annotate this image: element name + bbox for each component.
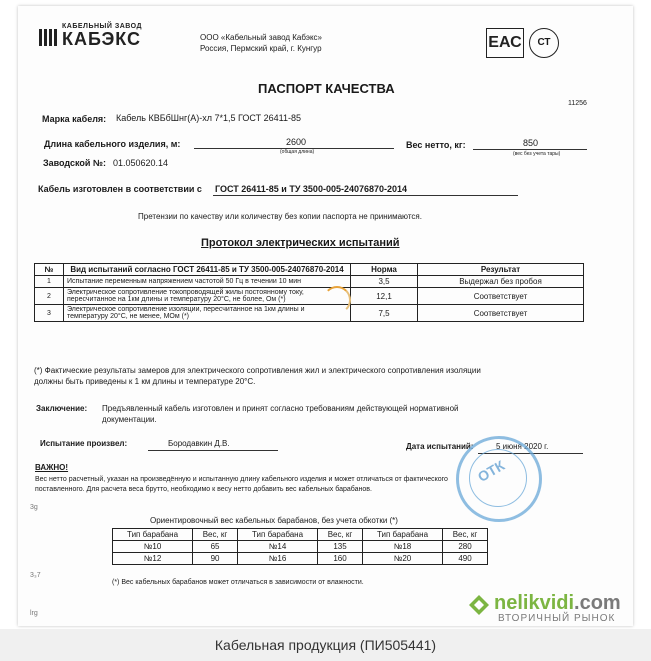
table-row — [35, 288, 584, 305]
row-number: 2 — [35, 288, 64, 305]
standard-value: ГОСТ 26411-85 и ТУ 3500-005-24076870-2014 — [215, 184, 408, 194]
protocol-header-result: Результат — [418, 264, 584, 276]
conclusion-line-1: Предъявленный кабель изготовлен и принят согласно требованиям действующей нормативной — [102, 404, 459, 413]
watermark-domain: .com — [574, 592, 621, 614]
row-test: Электрическое сопротивление изоляции, пересчитанное на 1км длины и температуру 20°С, не менее, МОм (*) — [64, 305, 351, 322]
drums-table — [112, 528, 488, 565]
drum-type: №16 — [237, 553, 317, 565]
row-norm: 7,5 — [351, 305, 418, 322]
otk-stamp — [456, 436, 542, 522]
logo-wordmark: КАБЭКС — [62, 29, 142, 49]
nelikvidi-watermark — [472, 592, 621, 624]
eac-mark: ЕАС — [486, 28, 524, 58]
watermark-sub: ВТОРИЧНЫЙ РЫНОК — [498, 613, 616, 624]
image-caption: Кабельная продукция (ПИ505441) — [0, 629, 651, 661]
protocol-title: Протокол электрических испытаний — [201, 237, 400, 249]
tester-label: Испытание произвел: — [40, 439, 128, 448]
drum-weight: 90 — [193, 553, 238, 565]
table-row — [35, 305, 584, 322]
standard-label: Кабель изготовлен в соответствии с — [38, 184, 202, 194]
drums-header: Тип барабана — [113, 529, 193, 541]
row-result: Выдержал без пробоя — [418, 276, 584, 288]
protocol-footnote-2: должны быть приведены к 1 км длины и температуре 20°С. — [34, 377, 256, 386]
drum-type: №18 — [362, 541, 442, 553]
drum-weight: 160 — [318, 553, 363, 565]
row-test: Испытание переменным напряжением частотой 50 Гц в течении 10 мин — [64, 276, 351, 288]
document-number: 11256 — [568, 100, 587, 107]
tester-name: Бородавкин Д.В. — [168, 439, 230, 448]
drum-weight: 490 — [443, 553, 488, 565]
row-result: Соответствует — [418, 305, 584, 322]
weight-label: Вес нетто, кг: — [406, 140, 466, 150]
serial-value: 01.050620.14 — [113, 158, 169, 168]
gost-mark-icon: СТ — [529, 28, 559, 58]
quality-passport-document — [18, 6, 633, 626]
drum-weight: 280 — [443, 541, 488, 553]
weight-value: 850 — [523, 138, 539, 148]
row-norm: 3,5 — [351, 276, 418, 288]
drums-header: Тип барабана — [362, 529, 442, 541]
row-number: 1 — [35, 276, 64, 288]
protocol-footnote-1: (*) Фактические результаты замеров для электрического сопротивления жил и электрического сопротивления изоляции — [34, 366, 481, 375]
serial-label: Заводской №: — [43, 158, 106, 168]
length-label: Длина кабельного изделия, м: — [44, 139, 181, 149]
company-name: ООО «Кабельный завод Кабэкс» — [200, 33, 322, 42]
brand-value: Кабель КВБбШнг(А)-хл 7*1,5 ГОСТ 26411-85 — [116, 113, 301, 123]
loading-spinner-icon — [323, 286, 351, 314]
protocol-header-norm: Норма — [351, 264, 418, 276]
important-line-1: Вес нетто расчетный, указан на произведённую и испытанную длину кабельного изделия и может отличаться от фактического — [35, 476, 448, 483]
protocol-table — [34, 263, 584, 322]
drum-weight: 135 — [318, 541, 363, 553]
important-label: ВАЖНО! — [35, 463, 69, 472]
drums-header: Вес, кг — [443, 529, 488, 541]
company-address: Россия, Пермский край, г. Кунгур — [200, 44, 322, 53]
table-row — [35, 276, 584, 288]
row-result: Соответствует — [418, 288, 584, 305]
drum-type: №20 — [362, 553, 442, 565]
drums-header: Вес, кг — [193, 529, 238, 541]
stamp-text: ОТК — [474, 457, 508, 485]
important-line-2: поставленного. Для расчета веса брутто, необходимо к весу нетто добавить вес кабельных барабанов. — [35, 486, 372, 493]
margin-mark: 3g — [30, 504, 38, 511]
logo-subtitle: КАБЕЛЬНЫЙ ЗАВОД — [62, 23, 143, 30]
drum-type: №10 — [113, 541, 193, 553]
protocol-header-number: № — [35, 264, 64, 276]
length-value: 2600 — [286, 137, 307, 147]
test-date-value: 5 июня 2020 г. — [496, 442, 549, 451]
drums-header: Тип барабана — [237, 529, 317, 541]
row-test: Электрическое сопротивление токопроводящей жилы постоянному току, пересчитанное на 1км длины и температуру 20°С, не более, Ом (*) — [64, 288, 351, 305]
length-note: (общая длина) — [280, 149, 315, 155]
document-title: ПАСПОРТ КАЧЕСТВА — [258, 81, 395, 96]
nelikvidi-logo-icon — [468, 594, 490, 616]
conclusion-label: Заключение: — [36, 404, 88, 413]
brand-label: Марка кабеля: — [42, 114, 107, 124]
test-date-label: Дата испытаний: — [406, 442, 474, 451]
protocol-header-test: Вид испытаний согласно ГОСТ 26411-85 и ТУ 3500-005-24076870-2014 — [64, 264, 351, 276]
weight-note: (вес без учета тары) — [513, 151, 561, 157]
drum-type: №12 — [113, 553, 193, 565]
conclusion-line-2: документации. — [102, 415, 157, 424]
drums-note: (*) Вес кабельных барабанов может отличаться в зависимости от влажности. — [112, 579, 364, 586]
drums-header: Вес, кг — [318, 529, 363, 541]
table-row — [113, 541, 488, 553]
row-number: 3 — [35, 305, 64, 322]
margin-mark: lrg — [30, 610, 38, 617]
watermark-main: nelikvidi — [494, 592, 575, 614]
drum-type: №14 — [237, 541, 317, 553]
row-norm: 12,1 — [351, 288, 418, 305]
margin-mark: 3₃7 — [30, 572, 41, 579]
drum-weight: 65 — [193, 541, 238, 553]
kabex-logo-icon — [38, 26, 60, 48]
claims-note: Претензии по качеству или количеству без копии паспорта не принимаются. — [138, 212, 422, 221]
table-row — [113, 553, 488, 565]
drums-title: Ориентировочный вес кабельных барабанов, без учета обкотки (*) — [150, 516, 398, 525]
